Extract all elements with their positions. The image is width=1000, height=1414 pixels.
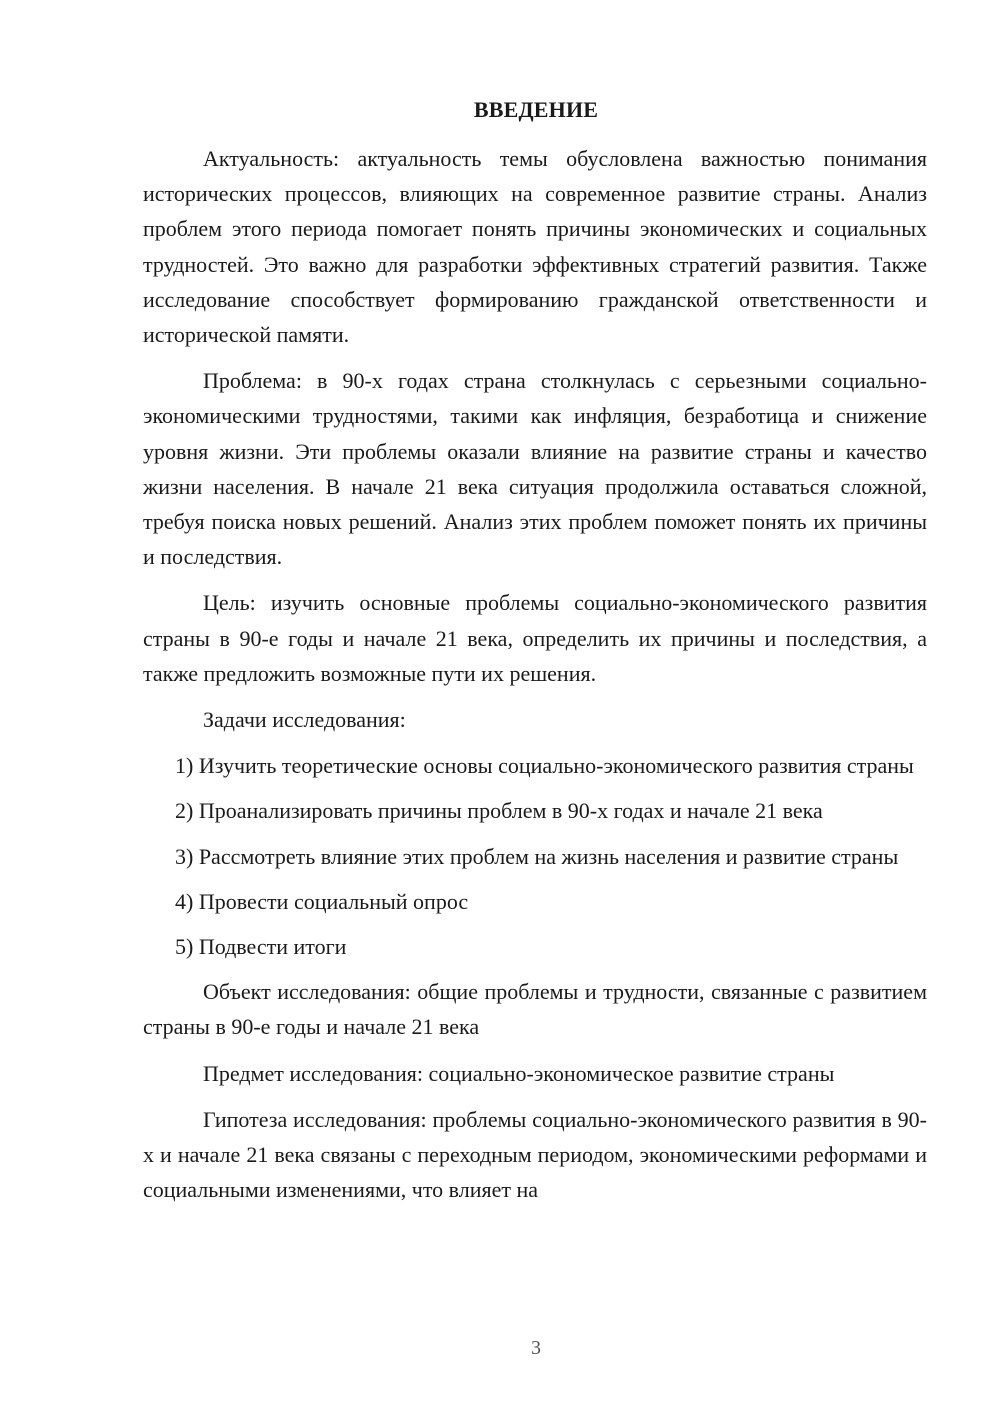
task-item-2: 2) Проанализировать причины проблем в 90-х годах и начале 21 века: [175, 798, 823, 824]
paragraph-hypothesis: Гипотеза исследования: проблемы социально-экономического развития в 90-х и начале 21 века связаны с переходным периодом, экономическими реформами и социальными изменениями, что влияет на: [143, 1106, 927, 1203]
paragraph-tasks-heading: Задачи исследования:: [203, 707, 406, 733]
task-item-4: 4) Провести социальный опрос: [175, 888, 469, 914]
page-title: ВВЕДЕНИЕ: [473, 97, 599, 122]
paragraph-relevance: Актуальность: актуальность темы обусловлена важностью понимания исторических процессов, влияющих на современное развитие страны. Анализ проблем этого периода помогает понять причины экономических и социальных трудностей. Это важно для разработки эффективных стратегий развития. Также исследование способствует формированию гражданской ответственности и исторической памяти.: [143, 146, 927, 348]
paragraph-goal: Цель: изучить основные проблемы социально-экономического развития страны в 90-е годы и начале 21 века, определить их причины и последствия, а также предложить возможные пути их решения.: [143, 590, 927, 686]
paragraph-problem: Проблема: в 90-х годах страна столкнулась с серьезными социально-экономическими трудностями, такими как инфляция, безработица и снижение уровня жизни. Эти проблемы оказали влияние на развитие страны и качество жизни населения. В начале 21 века ситуация продолжила оставаться сложной, требуя поиска новых решений. Анализ этих проблем поможет понять их причины и последствия.: [143, 368, 927, 570]
task-item-5: 5) Подвести итоги: [175, 934, 347, 960]
task-item-1: 1) Изучить теоретические основы социально-экономического развития страны: [175, 753, 914, 779]
document-body: [143, 141, 927, 1218]
task-item-3: 3) Рассмотреть влияние этих проблем на жизнь населения и развитие страны: [175, 843, 899, 869]
paragraph-subject: Предмет исследования: социально-экономическое развитие страны: [203, 1060, 835, 1086]
paragraph-object: Объект исследования: общие проблемы и трудности, связанные с развитием страны в 90-е годы и начале 21 века: [143, 979, 927, 1040]
page-number: 3: [531, 1337, 541, 1359]
